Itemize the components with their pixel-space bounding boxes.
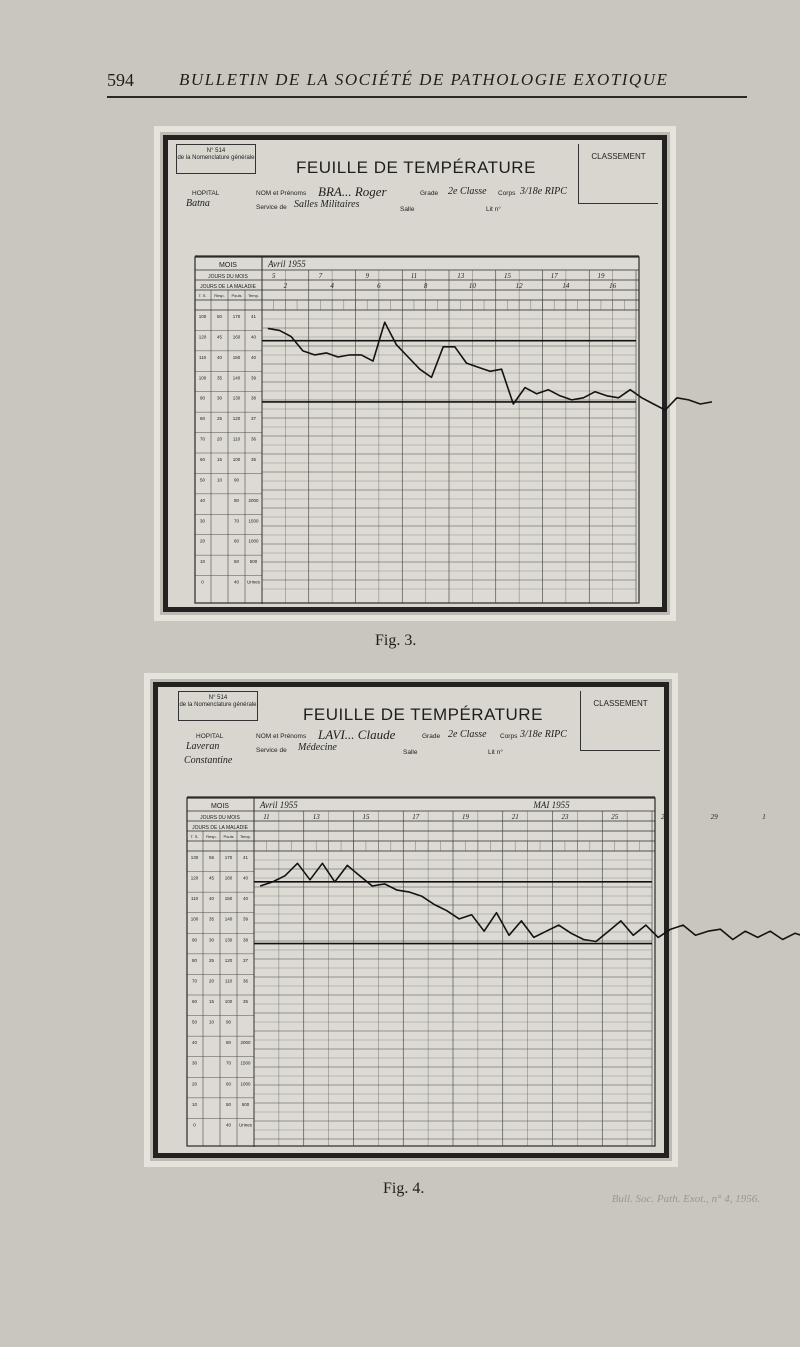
temperature-grid <box>194 256 640 604</box>
scale-value: 35 <box>242 999 249 1004</box>
scale-value: 500 <box>241 1101 250 1107</box>
grade-label: Grade <box>420 190 439 197</box>
scale-value: 50 <box>225 1101 232 1107</box>
jour-mois: 21 <box>511 813 519 821</box>
scale-value: 170 <box>224 855 233 860</box>
scale-value: 80 <box>191 957 198 963</box>
scale-value: 25 <box>216 416 223 422</box>
hopital-label: HOPITAL <box>192 190 220 197</box>
jour-mois: 1 <box>762 813 766 821</box>
jour-mois: 29 <box>710 813 718 821</box>
corps-label: Corps <box>500 733 518 740</box>
jour-mois: 11 <box>263 813 270 821</box>
scale-value: 60 <box>233 538 240 544</box>
temperature-grid <box>186 797 766 1147</box>
scale-value: 130 <box>190 855 199 860</box>
scale-column-header: Resp. <box>206 834 217 839</box>
jours-mois-label: JOURS DU MOIS <box>208 274 248 280</box>
scale-value: 40 <box>250 354 257 360</box>
scale-value: 35 <box>216 375 223 381</box>
nom-value: BRA... Roger <box>318 184 387 199</box>
scale-column-header: Temp. <box>240 834 251 839</box>
nom-value: LAVI... Claude <box>318 727 396 742</box>
jour-maladie: 4 <box>330 282 334 290</box>
scale-value: 50 <box>199 477 206 483</box>
scale-value: 90 <box>191 937 198 943</box>
lit-label: Lit n° <box>486 206 501 213</box>
jour-mois: 7 <box>318 272 323 280</box>
page-header <box>107 70 747 98</box>
jours-mois-label: JOURS DU MOIS <box>200 815 240 821</box>
scale-value: 20 <box>208 978 215 984</box>
scale-value: 70 <box>233 518 240 524</box>
scale-value: 30 <box>191 1060 198 1066</box>
form-sub: de la Nomenclature générale <box>177 155 255 161</box>
scale-value: 80 <box>199 416 206 422</box>
scale-value: 41 <box>250 314 257 319</box>
jour-mois: 5 <box>271 272 276 280</box>
scale-value: 60 <box>191 999 198 1004</box>
figure-4 <box>153 682 766 1158</box>
scale-value: 37 <box>250 416 257 422</box>
form-sub: de la Nomenclature générale <box>179 702 257 708</box>
classement-label: CLASSEMENT <box>593 699 648 708</box>
scale-value: 45 <box>216 334 223 340</box>
scale-value: 10 <box>208 1019 215 1025</box>
jour-mois: 15 <box>503 272 511 280</box>
service-value: Salles Militaires <box>294 199 360 210</box>
scale-value: 170 <box>232 314 241 319</box>
scale-value: 10 <box>216 477 223 483</box>
scale-value: 1000 <box>248 538 259 544</box>
scale-value: 90 <box>199 395 206 401</box>
form-number-box <box>178 691 258 721</box>
scale-value: 120 <box>190 875 199 881</box>
jour-mois: 13 <box>312 813 320 821</box>
scale-value: 150 <box>232 354 241 360</box>
scale-value: 40 <box>233 579 240 585</box>
scale-value: 0 <box>193 1122 196 1128</box>
salle-label: Salle <box>400 206 415 213</box>
scale-value: 36 <box>242 978 249 984</box>
scale-value: 150 <box>224 896 233 902</box>
scale-value: 40 <box>216 354 223 360</box>
scale-value: 36 <box>250 436 257 442</box>
scale-value: 100 <box>198 314 207 319</box>
scale-column-header: T. S. <box>190 834 199 839</box>
jour-mois: 13 <box>457 272 465 280</box>
scale-value: 120 <box>198 334 207 340</box>
scale-value: 35 <box>208 916 215 922</box>
jour-mois: 17 <box>550 272 558 280</box>
nom-label: NOM et Prénoms <box>256 733 307 740</box>
jour-mois: 19 <box>597 272 605 280</box>
jour-maladie: 10 <box>468 282 476 290</box>
scale-value: 35 <box>250 457 257 462</box>
jours-maladie-label: JOURS DE LA MALADIE <box>192 825 248 831</box>
scale-value: 80 <box>225 1040 232 1046</box>
scale-value: 55 <box>208 855 215 860</box>
scale-value: 110 <box>198 354 207 360</box>
scale-value: 10 <box>199 559 206 565</box>
scale-value: 40 <box>242 875 249 881</box>
figure-3-caption: Fig. 3. <box>375 632 417 649</box>
scale-value: 38 <box>242 937 249 943</box>
scale-value: 1500 <box>248 518 259 524</box>
scale-value: 140 <box>232 375 241 381</box>
mois-label: MOIS <box>219 262 237 269</box>
scale-value: 110 <box>190 896 199 902</box>
scale-value: 1500 <box>240 1060 251 1066</box>
jour-mois: 17 <box>412 813 420 821</box>
scale-value: 25 <box>208 957 215 963</box>
jour-maladie: 16 <box>609 282 617 290</box>
classement-box <box>578 144 658 204</box>
scale-value: 39 <box>242 916 249 922</box>
scale-value: 40 <box>250 334 257 340</box>
scale-value: 40 <box>199 497 206 503</box>
page-number: 594 <box>107 70 134 90</box>
scale-value: 110 <box>224 978 233 984</box>
hopital-value: Laveran <box>186 741 220 752</box>
figure-4-caption: Fig. 4. <box>383 1180 425 1197</box>
nom-label: NOM et Prénoms <box>256 190 307 197</box>
jours-maladie-label: JOURS DE LA MALADIE <box>200 284 256 290</box>
jour-maladie: 14 <box>562 282 570 290</box>
scale-value: 90 <box>225 1019 232 1025</box>
jour-maladie: 6 <box>377 282 381 290</box>
scale-value: 60 <box>199 457 206 462</box>
scale-value: 80 <box>233 497 240 503</box>
jour-mois: 9 <box>365 272 369 280</box>
scale-column-header: Pouls <box>223 834 234 839</box>
scale-value: 100 <box>198 375 207 381</box>
scale-value: 20 <box>199 538 206 544</box>
sheet-title: FEUILLE DE TEMPÉRATURE <box>296 158 536 177</box>
scale-column-header: Temp. <box>248 293 259 298</box>
scale-value: Urines <box>246 579 261 585</box>
scale-value: 70 <box>225 1060 232 1066</box>
grade-value: 2e Classe <box>448 729 487 740</box>
scale-value: 30 <box>199 518 206 524</box>
lit-label: Lit n° <box>488 749 503 756</box>
hopital-label: HOPITAL <box>196 733 224 740</box>
scale-value: 45 <box>208 875 215 881</box>
scale-value: 2000 <box>248 497 259 503</box>
scale-value: 500 <box>249 559 258 565</box>
grade-label: Grade <box>422 733 441 740</box>
scale-value: 40 <box>208 896 215 902</box>
scale-value: 70 <box>191 978 198 984</box>
jour-mois: 15 <box>362 813 370 821</box>
scale-value: 130 <box>232 395 241 401</box>
scale-value: 0 <box>201 579 204 585</box>
scale-value: 10 <box>191 1101 198 1107</box>
classement-box <box>580 691 660 751</box>
corps-value: 3/18e RIPC <box>520 186 567 197</box>
scale-value: 100 <box>190 916 199 922</box>
hopital-value: Batna <box>186 198 210 209</box>
scale-column-header: Resp. <box>214 293 225 298</box>
scale-value: 30 <box>208 937 215 943</box>
scale-value: 50 <box>191 1019 198 1025</box>
scale-value: Urines <box>238 1122 253 1128</box>
scale-value: 39 <box>250 375 257 381</box>
corps-value: 3/18e RIPC <box>520 729 567 740</box>
scale-value: 38 <box>250 395 257 401</box>
sheet-frame <box>187 798 655 1146</box>
jour-maladie: 8 <box>423 282 428 290</box>
scale-value: 100 <box>224 999 233 1004</box>
jour-mois: 19 <box>461 813 469 821</box>
form-number: N° 514 <box>208 695 228 701</box>
scale-value: 110 <box>232 436 241 442</box>
scale-column-header: T. S. <box>198 293 207 298</box>
scale-value: 15 <box>208 999 215 1004</box>
scale-value: 60 <box>225 1081 232 1087</box>
mois-value: Avril 1955 <box>260 800 298 810</box>
jour-mois: 11 <box>410 272 418 280</box>
scale-value: 40 <box>191 1040 198 1046</box>
scale-value: 1000 <box>240 1081 251 1087</box>
sheet-title: FEUILLE DE TEMPÉRATURE <box>303 705 543 724</box>
scale-value: 120 <box>232 416 241 422</box>
mois-value: Avril 1955 <box>268 259 306 269</box>
jour-maladie: 12 <box>515 282 523 290</box>
form-number-box <box>176 144 256 174</box>
form-number: N° 514 <box>206 148 226 154</box>
scale-value: 160 <box>232 334 241 340</box>
jour-mois: 25 <box>611 813 619 821</box>
journal-title: BULLETIN DE LA SOCIÉTÉ DE PATHOLOGIE EXOTIQUE <box>179 70 669 89</box>
scale-value: 140 <box>224 916 233 922</box>
mois-value: MAI 1955 <box>533 800 570 810</box>
mois-label: MOIS <box>211 803 229 810</box>
hopital-value-2: Constantine <box>184 755 233 766</box>
scale-value: 30 <box>216 395 223 401</box>
scale-value: 50 <box>216 314 223 319</box>
scale-column-header: Pouls <box>231 293 242 298</box>
jour-mois: 27 <box>660 813 668 821</box>
classement-label: CLASSEMENT <box>591 152 646 161</box>
scale-value: 37 <box>242 957 249 963</box>
scale-value: 100 <box>232 457 241 462</box>
scale-value: 50 <box>233 559 240 565</box>
scale-value: 41 <box>242 855 249 860</box>
scale-value: 20 <box>216 436 223 442</box>
service-value: Médecine <box>298 742 337 753</box>
figure-3 <box>163 135 667 612</box>
grade-value: 2e Classe <box>448 186 487 197</box>
scale-value: 40 <box>225 1122 232 1128</box>
jour-maladie: 2 <box>283 282 288 290</box>
corps-label: Corps <box>498 190 516 197</box>
scale-value: 90 <box>233 477 240 483</box>
service-label: Service de <box>256 747 287 754</box>
service-label: Service de <box>256 204 287 211</box>
scale-value: 70 <box>199 436 206 442</box>
scale-value: 130 <box>224 937 233 943</box>
scale-value: 40 <box>242 896 249 902</box>
scale-value: 160 <box>224 875 233 881</box>
salle-label: Salle <box>403 749 418 756</box>
jour-mois: 23 <box>561 813 569 821</box>
scale-value: 15 <box>216 457 223 462</box>
library-stamp: Bull. Soc. Path. Exot., n° 4, 1956. <box>611 1193 760 1205</box>
scale-value: 120 <box>224 957 233 963</box>
scale-value: 2000 <box>240 1040 251 1046</box>
scale-value: 20 <box>191 1081 198 1087</box>
